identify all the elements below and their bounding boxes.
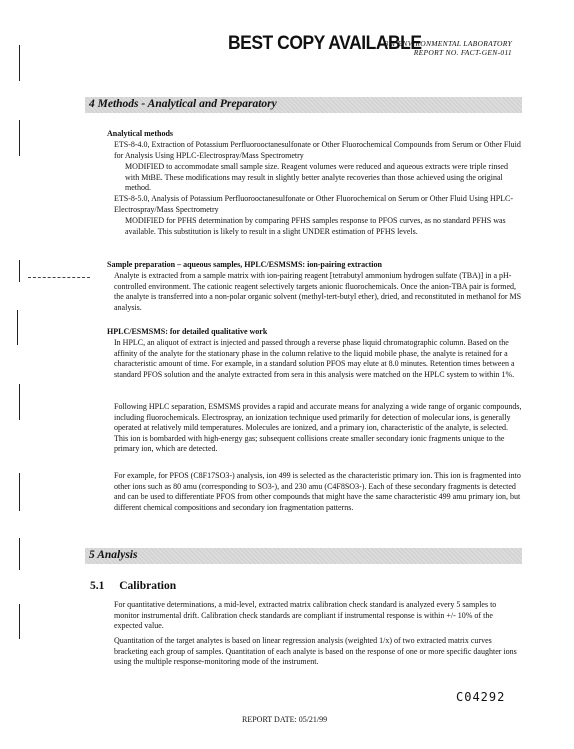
- calibration-heading: [90, 580, 176, 592]
- sample-prep-heading: Sample preparation – aqueous samples, HPLC/ESMSMS: ion-pairing extraction: [107, 260, 382, 269]
- calibration-paragraph-2: Quantitation of the target analytes is based on linear regression analysis (weighted 1/x) of two extracted matrix curves bracketing each group of samples. Quantitation of each analyte is based on the response of one or more specific daughter ions using the multiple response-monitoring mode of the instrument.: [114, 636, 517, 667]
- margin-mark: [19, 604, 20, 639]
- margin-mark: [19, 260, 20, 282]
- section-5-title: 5 Analysis: [89, 549, 138, 561]
- control-number: C04292: [456, 690, 506, 704]
- report-number: REPORT NO. FACT-GEN-011: [413, 48, 512, 57]
- hplc-paragraph-2: Following HPLC separation, ESMSMS provides a rapid and accurate means for analyzing a wide range of organic compounds, including fluorochemicals. Electrospray, an ionization technique used primarily for detection of molecular ions, is generally operated at relatively mild temperatures. Molecules are ionized, and a primary ion, characteristic of the analyte, is selected. This ion is bombarded with high-energy gas; subsequent collisions create smaller secondary ionic fragments unique to the primary ion, which are detected.: [114, 402, 522, 454]
- calibration-paragraph-1: For quantitative determinations, a mid-level, extracted matrix calibration check standard is analyzed every 5 samples to monitor instrumental drift. Calibration check standards are compliant if instrumental response is within +/- 10% of the expected value.: [114, 600, 497, 631]
- section-5-band: [85, 548, 522, 564]
- hplc-paragraph-3: For example, for PFOS (C8F17SO3-) analysis, ion 499 is selected as the characteristic primary ion. This ion is fragmented into other ions such as 80 amu (corresponding to SO3-), and 230 amu (C4F8SO3-). Each of these secondary fragments is detected and can be used to differentiate PFOS from other compounds that might have the same characteristic 499 amu primary ion, but different chemical compositions and secondary ion fragmentation patterns.: [114, 471, 521, 512]
- report-date: REPORT DATE: 05/21/99: [242, 715, 328, 724]
- sample-prep-text: Analyte is extracted from a sample matrix with ion-pairing reagent [tetrabutyl ammonium hydrogen sulfate (TBA)] in a pH-controlled environment. The cationic reagent selectively targets anionic fluorochemicals. Once the anion-TBA pair is formed, the analyte is transferred into a non-polar organic solvent (methyl-tert-butyl ether), dried, and reconstituted in methanol for MS analysis.: [114, 271, 522, 312]
- best-copy-stamp: BEST COPY AVAILABLE: [228, 33, 422, 54]
- method-1-modification: MODIFIED to accommodate small sample size. Reagent volumes were reduced and aqueous extracts were triple rinsed with MtBE. These modifications may result in slightly better analyte recoveries than those achieved using the original method.: [125, 162, 508, 193]
- section-4-title: 4 Methods - Analytical and Preparatory: [89, 98, 277, 110]
- calibration-number: 5.1: [90, 580, 105, 592]
- margin-mark: [19, 384, 20, 420]
- method-1: ETS-8-4.0, Extraction of Potassium Perfluorooctanesulfonate or Other Fluorochemical Compounds from Serum or Other Fluid for Analysis Using HPLC-Electrospray/Mass Spectrometry: [114, 140, 521, 160]
- lab-name: 3M ENVIRONMENTAL LABORATORY: [384, 39, 512, 48]
- margin-dash: [28, 277, 90, 278]
- margin-mark: [19, 538, 20, 570]
- hplc-paragraph-1: In HPLC, an aliquot of extract is injected and passed through a reverse phase liquid chromatographic column. Based on the affinity of the analyte for the stationary phase in the column relative to the liquid mobile phase, the analyte is retained for a characteristic amount of time. For example, in a standard solution PFOS may elute at 8.0 minutes. Retention times between a standard PFOS solution and the analyte extracted from sera in this analysis were matched on the HPLC system to within 1%.: [114, 338, 515, 379]
- hplc-heading: HPLC/ESMSMS: for detailed qualitative work: [107, 327, 268, 336]
- lab-header: [385, 39, 512, 57]
- margin-mark: [19, 45, 20, 81]
- method-2-modification: MODIFIED for PFHS determination by comparing PFHS samples response to PFOS curves, as no standard PFHS was available. This substitution is likely to result in a slight UNDER estimation of PFHS levels.: [125, 216, 506, 236]
- section-4-band: [85, 97, 522, 113]
- margin-mark: [19, 473, 20, 511]
- margin-mark: [19, 120, 20, 156]
- margin-mark: [17, 310, 18, 345]
- analytical-methods-heading: Analytical methods: [107, 129, 173, 138]
- calibration-title: Calibration: [119, 580, 177, 592]
- method-2: ETS-8-5.0, Analysis of Potassium Perfluorooctanesulfonate or Other Fluorochemical on Serum or Other Fluid Using HPLC-Electrospray/Mass Spectrometry: [114, 194, 514, 214]
